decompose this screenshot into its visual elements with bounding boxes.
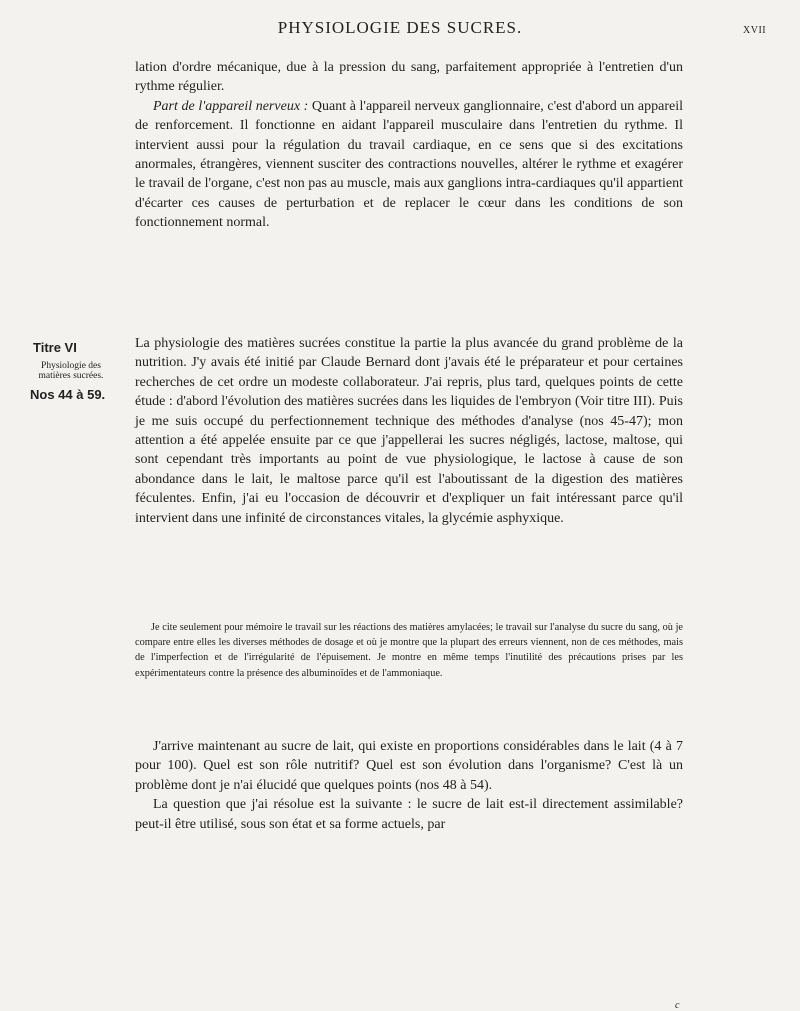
paragraph-lactose: J'arrive maintenant au sucre de lait, qui existe en proportions considérables dans le lait (4 à 7 pour 100). Quel est son rôle nutritif? Quel est son évolution dans l'organisme? C'est là un problème dont je n'ai élucidé que quelques points (nos 48 à 54). xyxy=(135,739,683,793)
sidenote-range: Nos 44 à 59. xyxy=(30,387,106,402)
italic-lead: Part de l'appareil nerveux : xyxy=(153,98,309,114)
paragraph-block-2 xyxy=(135,334,683,528)
paragraph-physiology: La physiologie des matières sucrées constitue la partie la plus avancée du grand problème de la nutrition. J'y avais été initié par Claude Bernard dont j'avais été le préparateur et pour certaines recherches de cet ordre un modeste collaborateur. J'ai repris, plus tard, quelques points de cette étude : d'abord l'évolution des matières sucrées dans les liquides de l'embryon (Voir titre III). Puis je me suis occupé du perfectionnement technique des méthodes d'analyse (nos 45-47); mon attention a été appelée ensuite par ce que j'appellerai les sucres négligés, lactose, maltose, qui sont cependant très importants au point de vue physiologique, le lactose à cause de son abondance dans le lait, le maltose parce qu'il est l'aboutissant de la digestion des matières féculentes. Enfin, j'ai eu l'occasion de découvrir et d'expliquer un fait intéressant parce qu'il intervient dans une infinité de circonstances vitales, la glycémie asphyxique. xyxy=(135,336,683,526)
sidenote-subtitle xyxy=(21,361,121,381)
sidenote-subtitle-line-1: Physiologie des xyxy=(41,361,101,371)
note-text: Je cite seulement pour mémoire le travail sur les réactions des matières amylacées; le travail sur l'analyse du sucre du sang, où je compare entre elles les diverses méthodes de dosage et où je montre que la plupart des erreurs viennent, non de ces méthodes, mais de l'imperfection et de l'irrégularité de l'épuisement. Je montre en même temps l'inutilité des précautions prises par les expérimentateurs contre la présence des albuminoïdes et de l'ammoniaque. xyxy=(135,622,683,679)
paragraph-block-3 xyxy=(135,737,683,834)
running-title: PHYSIOLOGIE DES SUCRES. xyxy=(277,18,523,37)
paragraph-continuation: lation d'ordre mécanique, due à la pression du sang, parfaitement appropriée à l'entretien d'un rythme régulier. xyxy=(135,60,683,95)
page-number: XVII xyxy=(743,25,767,36)
small-print-note xyxy=(135,620,683,681)
signature-mark: c xyxy=(675,1000,680,1011)
sidenote-title: Titre VI xyxy=(33,340,77,355)
paragraph-nervous-system xyxy=(135,97,683,233)
paragraph-text: Quant à l'appareil nerveux ganglionnaire, c'est d'abord un appareil de renforcement. Il fonctionne en aidant l'appareil musculaire dans l'entretien du rythme. Il intervient aussi pour la régulation du travail cardiaque, en ce sens que si des excitations anormales, étrangères, viennent susciter des contractions nouvelles, altérer le rythme et exagérer le travail de l'organe, c'est non pas au muscle, mais aux ganglions intra-cardiaques qu'il appartient d'écarter ces causes de perturbation et de replacer le cœur dans les conditions de son fonctionnement normal. xyxy=(135,98,683,231)
margin-sidenote xyxy=(21,340,121,402)
paragraph-question: La question que j'ai résolue est la suivante : le sucre de lait est-il directement assimilable? peut-il être utilisé, sous son état et sa forme actuels, par xyxy=(135,797,683,832)
paragraph-block-1 xyxy=(135,58,683,233)
sidenote-subtitle-line-2: matières sucrées. xyxy=(38,371,104,381)
